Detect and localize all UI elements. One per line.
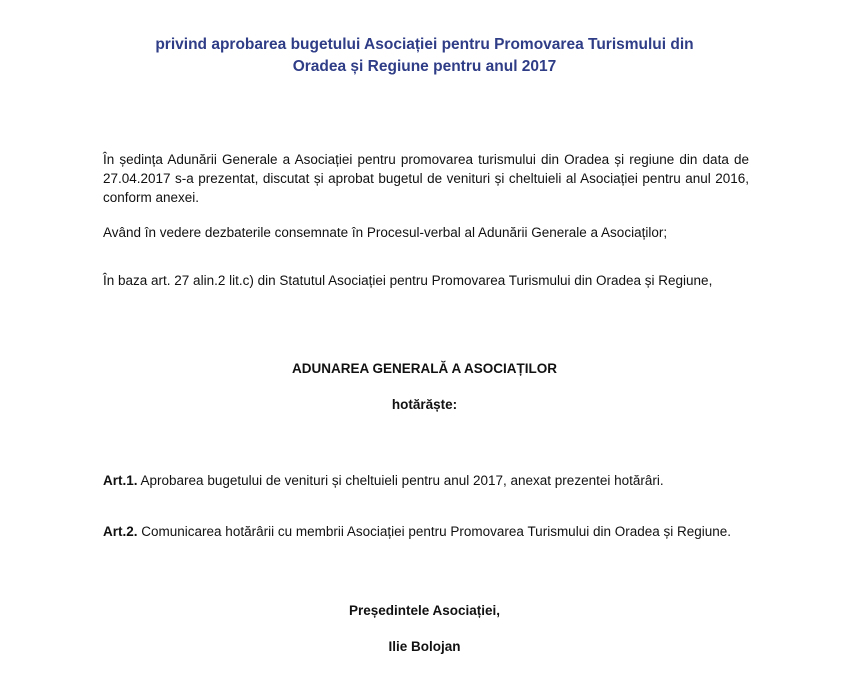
title-line-1: privind aprobarea bugetului Asociației pentru Promovarea Turismului din <box>155 36 694 53</box>
paragraph-considering <box>103 223 749 242</box>
paragraph-meeting <box>103 150 749 207</box>
article-1 <box>103 471 749 490</box>
article-2-text: Comunicarea hotărârii cu membrii Asociației pentru Promovarea Turismului din Oradea și Regiune. <box>137 524 732 539</box>
article-2-label: Art.2. <box>103 524 138 539</box>
paragraph-considering-text: Având în vedere dezbaterile consemnate în Procesul-verbal al Adunării Generale a Asociaților; <box>103 225 668 240</box>
assembly-heading: ADUNAREA GENERALĂ A ASOCIAȚILOR <box>292 361 557 376</box>
signatory-name: Ilie Bolojan <box>388 639 461 654</box>
document-title <box>100 34 749 78</box>
article-1-label: Art.1. <box>103 473 138 488</box>
article-2 <box>103 522 749 541</box>
article-1-text: Aprobarea bugetului de venituri și cheltuieli pentru anul 2017, anexat prezentei hotărâri. <box>137 473 664 488</box>
paragraph-legal-basis-text: În baza art. 27 alin.2 lit.c) din Statutul Asociației pentru Promovarea Turismului din Oradea și Regiune, <box>103 273 713 288</box>
paragraph-legal-basis <box>103 271 749 290</box>
decides-heading: hotărăște: <box>391 397 458 412</box>
signatory-role: Președintele Asociației, <box>348 603 501 618</box>
title-line-2: Oradea și Regiune pentru anul 2017 <box>292 58 557 75</box>
paragraph-meeting-text: În ședința Adunării Generale a Asociației pentru promovarea turismului din Oradea și regiune din data de 27.04.2017 s-a prezentat, discutat și aprobat bugetul de venituri și cheltuieli al Asociației pentru anul 2016, conform anexei. <box>103 152 749 205</box>
